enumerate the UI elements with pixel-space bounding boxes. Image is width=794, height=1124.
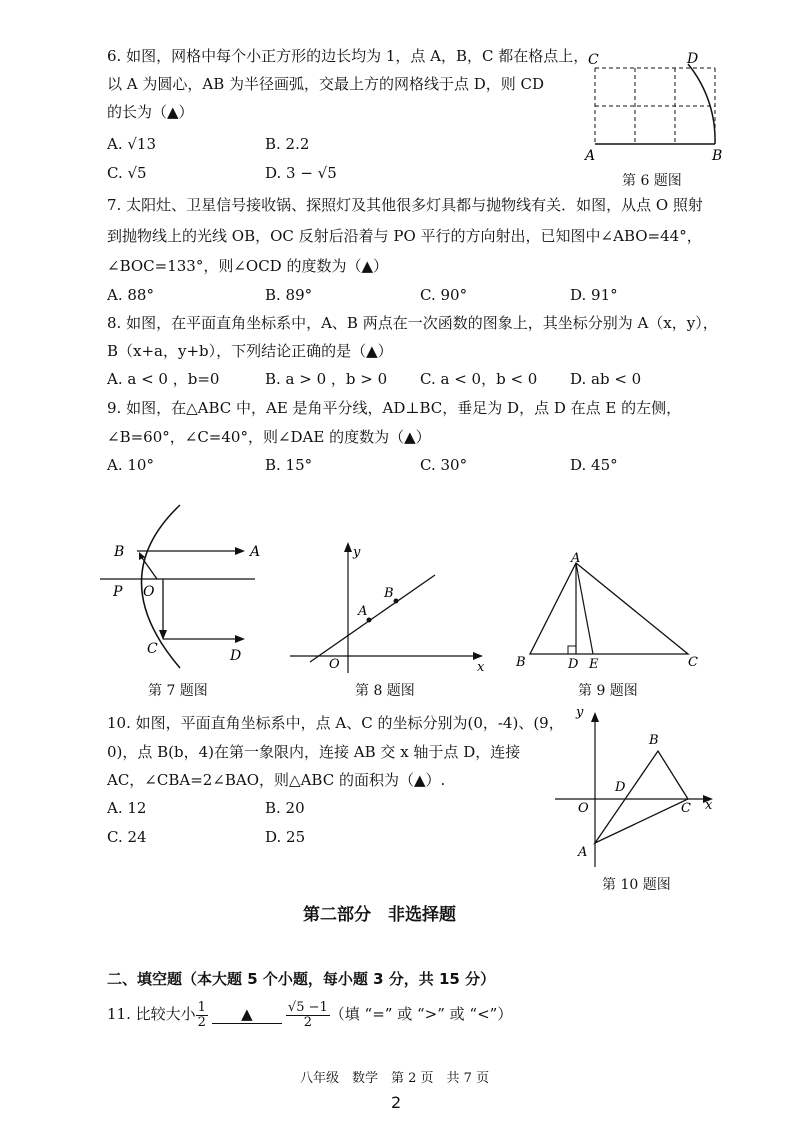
q10-label-x: x bbox=[705, 798, 713, 813]
footer-text: 八年级 数学 第 2 页 共 7 页 bbox=[300, 1071, 490, 1086]
q7-label-d: D bbox=[230, 648, 242, 664]
q10-line1: 10. 如图，平面直角坐标系中，点 A、C 的坐标分别为(0，-4)、(9， bbox=[107, 714, 564, 732]
q6-arc bbox=[688, 64, 715, 144]
q8-option-d: D. ab < 0 bbox=[570, 370, 642, 388]
section2-heading: 二、填空题（本大题 5 个小题，每小题 3 分，共 15 分） bbox=[107, 970, 496, 988]
q7-label-a: A bbox=[250, 544, 261, 560]
q6-option-d: D. 3 − √5 bbox=[265, 164, 337, 182]
q8-label-y: y bbox=[353, 545, 361, 560]
q10-y-arrow bbox=[591, 712, 599, 722]
q6-option-a: A. √13 bbox=[107, 135, 157, 153]
q10-option-c: C. 24 bbox=[107, 828, 147, 846]
q10-option-d: D. 25 bbox=[265, 828, 306, 846]
q10-label-d: D bbox=[615, 780, 626, 795]
q9-label-e: E bbox=[589, 657, 599, 672]
q7-option-c: C. 90° bbox=[420, 286, 468, 304]
page-number: 2 bbox=[391, 1093, 402, 1112]
q6-option-b: B. 2.2 bbox=[265, 135, 310, 153]
q8-line2: B（x+a，y+b），下列结论正确的是（▲） bbox=[107, 342, 393, 360]
q7-option-d: D. 91° bbox=[570, 286, 618, 304]
q7-label-b: B bbox=[114, 544, 125, 560]
q7-option-b: B. 89° bbox=[265, 286, 313, 304]
q10-line3: AC，∠CBA=2∠BAO，则△ABC 的面积为（▲）. bbox=[107, 771, 446, 789]
q8-label-a: A bbox=[358, 604, 368, 619]
q9-right-angle-mark bbox=[568, 646, 576, 654]
q7-option-a: A. 88° bbox=[107, 286, 154, 304]
q11-line bbox=[107, 996, 512, 1032]
q7-line3: ∠BOC=133°，则∠OCD 的度数为（▲） bbox=[107, 257, 389, 275]
q6-line3: 的长为（▲） bbox=[107, 103, 194, 121]
q7-figure bbox=[95, 500, 270, 680]
q11-prefix: 11. 比较大小 bbox=[107, 1005, 196, 1023]
q9-label-a: A bbox=[571, 551, 581, 566]
part2-title: 第二部分 非选择题 bbox=[303, 905, 456, 925]
q10-line2: 0)，点 B(b，4)在第一象限内，连接 AB 交 x 轴于点 D，连接 bbox=[107, 743, 521, 761]
q6-figure bbox=[580, 46, 730, 166]
q7-arrow-a bbox=[235, 547, 245, 555]
q9-label-b: B bbox=[516, 655, 526, 670]
q8-option-b: B. a > 0 ，b > 0 bbox=[265, 370, 388, 388]
q6-figure-caption: 第 6 题图 bbox=[622, 173, 682, 189]
q7-label-o: O bbox=[143, 584, 155, 600]
q6-option-c: C. √5 bbox=[107, 164, 147, 182]
q9-option-a: A. 10° bbox=[107, 456, 154, 474]
q6-label-a: A bbox=[585, 148, 596, 164]
q11-right-numerator: √5 −1 bbox=[287, 999, 328, 1015]
q9-option-b: B. 15° bbox=[265, 456, 313, 474]
q6-label-c: C bbox=[588, 52, 599, 68]
q11-left-fraction bbox=[196, 1001, 208, 1030]
q8-option-a: A. a < 0 ，b=0 bbox=[107, 370, 220, 388]
q8-option-c: C. a < 0，b < 0 bbox=[420, 370, 538, 388]
q11-left-denominator: 2 bbox=[197, 1014, 206, 1030]
q10-figure-caption: 第 10 题图 bbox=[602, 877, 671, 893]
q9-label-d: D bbox=[568, 657, 579, 672]
q9-bisector-ae bbox=[576, 563, 593, 654]
q7-label-p: P bbox=[113, 584, 123, 600]
q7-label-c: C bbox=[147, 641, 158, 657]
q9-triangle bbox=[530, 563, 688, 654]
q9-line1: 9. 如图，在△ABC 中，AE 是角平分线，AD⊥BC，垂足为 D，点 D 在点 E 的左侧， bbox=[107, 399, 682, 417]
q6-line2: 以 A 为圆心，AB 为半径画弧，交最上方的网格线于点 D，则 CD bbox=[107, 75, 545, 93]
q9-figure-caption: 第 9 题图 bbox=[578, 683, 638, 699]
q9-line2: ∠B=60°，∠C=40°，则∠DAE 的度数为（▲） bbox=[107, 428, 431, 446]
q8-point-b bbox=[394, 599, 399, 604]
q7-arrow-d bbox=[235, 635, 245, 643]
q11-right-fraction bbox=[286, 1001, 330, 1030]
q8-x-arrow bbox=[473, 652, 483, 660]
q10-label-b: B bbox=[649, 733, 659, 748]
q10-label-a: A bbox=[578, 845, 588, 860]
q8-function-line bbox=[310, 575, 435, 662]
q8-y-arrow bbox=[344, 542, 352, 552]
q11-right-denominator: 2 bbox=[303, 1014, 312, 1030]
q6-label-b: B bbox=[712, 148, 723, 164]
q11-suffix: （填 “=” 或 “>” 或 “<”） bbox=[329, 1005, 513, 1023]
q10-option-b: B. 20 bbox=[265, 799, 305, 817]
q10-option-a: A. 12 bbox=[107, 799, 147, 817]
q6-grid bbox=[595, 68, 715, 144]
q7-figure-caption: 第 7 题图 bbox=[148, 683, 208, 699]
q11-answer-blank[interactable]: ▲ bbox=[212, 1005, 282, 1024]
q9-option-d: D. 45° bbox=[570, 456, 618, 474]
q9-option-c: C. 30° bbox=[420, 456, 468, 474]
q10-triangle-abc bbox=[595, 751, 688, 843]
q8-label-x: x bbox=[477, 660, 485, 675]
q10-label-y: y bbox=[576, 705, 584, 720]
q10-figure bbox=[550, 704, 725, 872]
q10-label-o: O bbox=[578, 801, 589, 816]
q9-label-c: C bbox=[688, 655, 698, 670]
q9-figure bbox=[510, 548, 710, 673]
q11-left-numerator: 1 bbox=[197, 999, 206, 1015]
q7-line1: 7. 太阳灶、卫星信号接收锅、探照灯及其他很多灯具都与抛物线有关．如图，从点 O 照射 bbox=[107, 196, 703, 214]
q8-label-o: O bbox=[329, 657, 340, 672]
q10-label-c: C bbox=[681, 801, 691, 816]
q6-line1: 6. 如图，网格中每个小正方形的边长均为 1，点 A，B，C 都在格点上， bbox=[107, 47, 589, 65]
q8-line1: 8. 如图，在平面直角坐标系中，A、B 两点在一次函数的图象上，其坐标分别为 A（x，y）， bbox=[107, 314, 718, 332]
q6-label-d: D bbox=[687, 51, 699, 67]
q7-line2: 到抛物线上的光线 OB，OC 反射后沿着与 PO 平行的方向射出，已知图中∠ABO=44°， bbox=[107, 227, 702, 245]
q8-label-b: B bbox=[384, 586, 394, 601]
q8-figure-caption: 第 8 题图 bbox=[355, 683, 415, 699]
q8-figure bbox=[285, 538, 490, 678]
